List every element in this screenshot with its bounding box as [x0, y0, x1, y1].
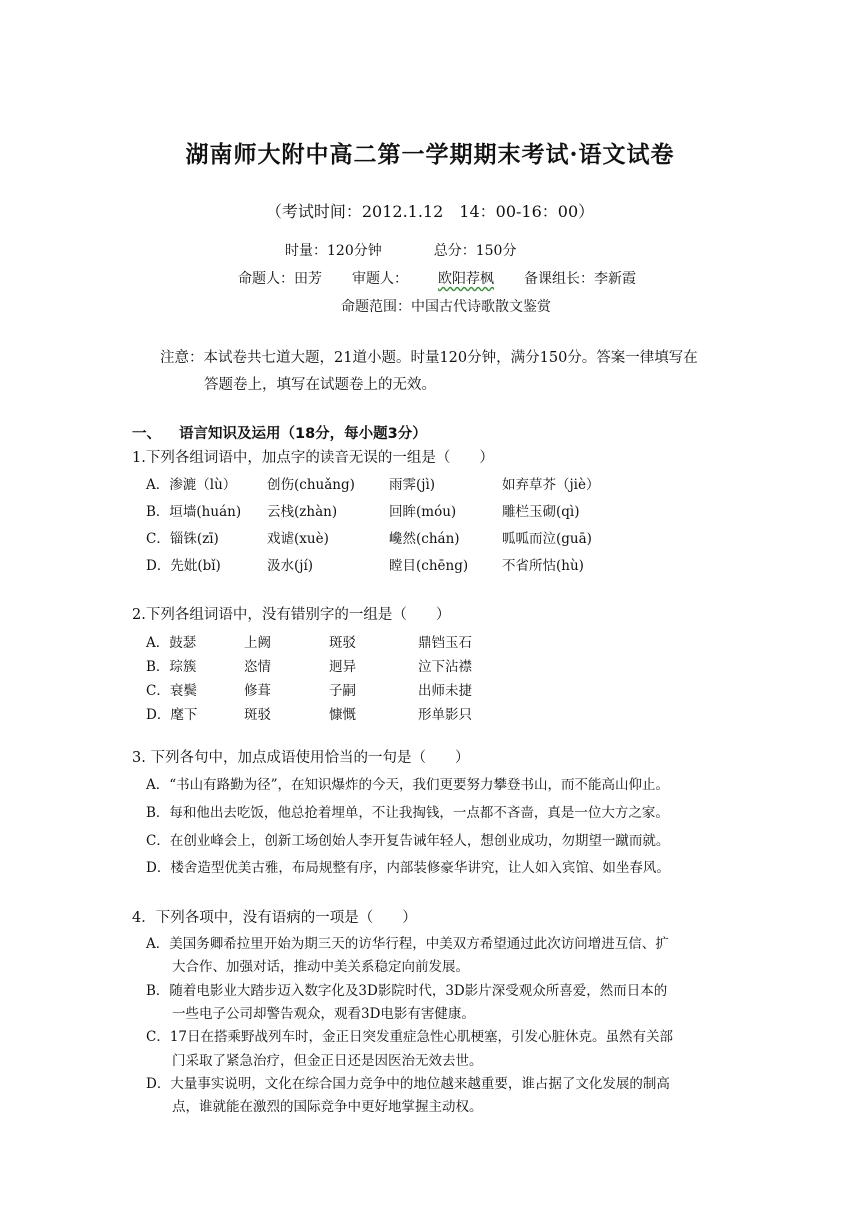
q2-option-cell: 泣下沾襟 [418, 659, 472, 675]
section-number: 一、 [132, 426, 161, 442]
q2-option-cell: 斑驳 [329, 635, 356, 651]
exam-meta-row-2 [238, 268, 636, 288]
q2-option-cell: A．鼓瑟 [146, 635, 197, 651]
q2-option-cell: 恣情 [244, 659, 271, 675]
question-4-stem: 4．下列各项中，没有语病的一项是（ ） [132, 910, 417, 926]
q2-option-cell: D．麾下 [146, 707, 198, 723]
q1-option-cell: 云栈(zhàn) [267, 504, 338, 520]
q2-option-cell: 斑驳 [244, 707, 271, 723]
q1-option-cell: 汲水(jí) [267, 558, 314, 574]
q1-option-cell: 雕栏玉砌(qì) [502, 504, 580, 520]
q1-option-cell: 回眸(móu) [389, 504, 457, 520]
q1-option-cell: 雨霁(jì) [389, 477, 436, 493]
q1-option-cell: 如弃草芥（jiè） [502, 477, 600, 493]
exam-scope: 命题范围：中国古代诗歌散文鉴赏 [341, 299, 551, 315]
question-2-stem: 2.下列各组词语中，没有错别字的一组是（ ） [132, 607, 451, 623]
q3-option-b: B．每和他出去吃饭，他总抢着埋单，不让我掏钱，一点都不吝啬，真是一位大方之家。 [146, 805, 669, 821]
q1-option-cell: C．锱铢(zī) [146, 531, 219, 547]
q4-option-b-cont: 一些电子公司却警告观众，观看3D电影有害健康。 [172, 1006, 475, 1022]
exam-time: （考试时间：2012.1.12 14：00-16：00） [265, 202, 595, 221]
q2-option-cell: 形单影只 [418, 707, 472, 723]
q1-option-cell: 呱呱而泣(guā) [502, 531, 592, 547]
exam-meta-row-1 [285, 240, 516, 260]
q3-option-d: D．楼舍造型优美古雅，布局规整有序，内部装修豪华讲究，让人如入宾馆、如坐春风。 [146, 860, 670, 876]
reviewer-name: 欧阳荐枫 [438, 271, 494, 287]
exam-title: 湖南师大附中高二第一学期期末考试·语文试卷 [185, 141, 675, 168]
q2-option-cell: B．琮簇 [146, 659, 197, 675]
q2-option-cell: C．衰鬓 [146, 683, 197, 699]
q1-option-cell: 瞠目(chēng) [389, 558, 469, 574]
q4-option-a: A．美国务卿希拉里开始为期三天的访华行程，中美双方希望通过此次访问增进互信、扩 [146, 936, 669, 952]
q4-option-a-cont: 大合作、加强对话，推动中美关系稳定向前发展。 [172, 959, 469, 975]
q1-option-cell: 创伤(chuǎng) [267, 477, 355, 493]
q2-option-cell: 慷慨 [329, 707, 356, 723]
q2-option-cell: 修葺 [244, 683, 271, 699]
q4-option-c: C．17日在搭乘野战列车时，金正日突发重症急性心肌梗塞，引发心脏休克。虽然有关部 [146, 1029, 674, 1045]
section-heading [132, 422, 427, 443]
q2-option-cell: 子嗣 [329, 683, 356, 699]
reviewer-label: 审题人： [352, 271, 408, 287]
q1-option-cell: D．先妣(bǐ) [146, 558, 221, 574]
q1-option-cell: 巉然(chán) [389, 531, 460, 547]
q2-option-cell: 迥异 [329, 659, 356, 675]
group-leader: 备课组长：李新霞 [524, 271, 636, 287]
q4-option-b: B．随着电影业大踏步迈入数字化及3D影院时代，3D影片深受观众所喜爱，然而日本的 [146, 983, 668, 999]
notice-line-1: 注意：本试卷共七道大题，21道小题。时量120分钟，满分150分。答案一律填写在 [160, 350, 698, 366]
q4-option-d: D．大量事实说明，文化在综合国力竞争中的地位越来越重要，谁占据了文化发展的制高 [146, 1076, 670, 1092]
section-title: 语言知识及运用（18分，每小题3分） [179, 426, 427, 442]
q1-option-cell: 不省所怙(hù) [502, 558, 584, 574]
q3-option-c: C．在创业峰会上，创新工场创始人李开复告诫年轻人，想创业成功，勿期望一蹴而就。 [146, 833, 670, 849]
q1-option-cell: B．垣墙(huán) [146, 504, 242, 520]
notice-line-2: 答题卷上，填写在试题卷上的无效。 [204, 377, 436, 393]
total-score: 总分：150分 [433, 243, 517, 259]
q1-option-cell: 戏谑(xuè) [267, 531, 329, 547]
question-3-stem: 3. 下列各句中，加点成语使用恰当的一句是（ ） [132, 750, 470, 766]
q3-option-a: A．“书山有路勤为径”，在知识爆炸的今天，我们更要努力攀登书山，而不能高山仰止。 [146, 777, 670, 793]
question-1-stem: 1.下列各组词语中，加点字的读音无误的一组是（ ） [132, 450, 494, 466]
proposer: 命题人：田芳 [238, 271, 322, 287]
reviewer [352, 271, 494, 287]
q4-option-d-cont: 点，谁就能在激烈的国际竞争中更好地掌握主动权。 [172, 1099, 483, 1115]
q2-option-cell: 上阙 [244, 635, 271, 651]
q2-option-cell: 鼎铛玉石 [418, 635, 472, 651]
q4-option-c-cont: 门采取了紧急治疗，但金正日还是因医治无效去世。 [172, 1053, 483, 1069]
q2-option-cell: 出师未捷 [418, 683, 472, 699]
q1-option-cell: A．渗漉（lù） [146, 477, 237, 493]
duration: 时量：120分钟 [285, 243, 382, 259]
